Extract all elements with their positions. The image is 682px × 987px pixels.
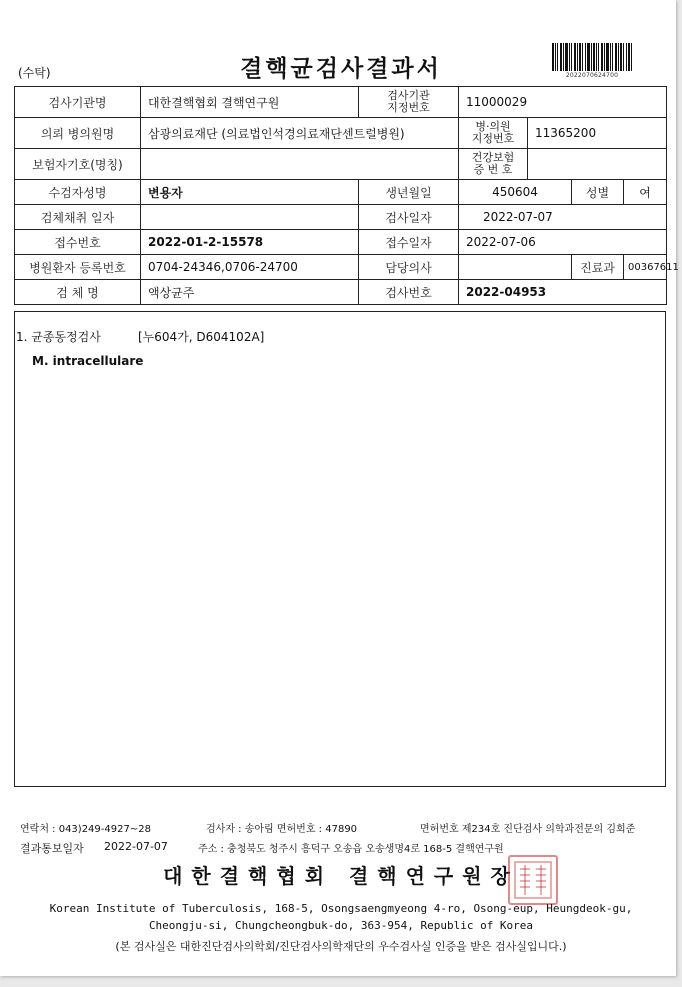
results-box <box>14 311 666 787</box>
english-address-line1: Korean Institute of Tuberculosis, 168-5, Osongsaengmyeong 4-ro, Osong-eup, Heungdeok-gu, <box>49 902 633 915</box>
lab-name-value: 대한결핵협회 결핵연구원 <box>141 87 359 118</box>
test-date-label: 검사일자 <box>359 205 459 230</box>
hospital-value: 삼광의료재단 (의료법인석경의료재단센트럴병원) <box>141 118 459 149</box>
test-date-value: 2022-07-07 <box>459 205 667 230</box>
table-row <box>15 149 667 180</box>
receipt-no-value: 2022-01-2-15578 <box>141 230 359 255</box>
health-no-label <box>459 149 528 180</box>
receipt-no-label: 접수번호 <box>15 230 141 255</box>
patient-name-label: 수검자성명 <box>15 180 141 205</box>
birth-value: 450604 <box>459 180 572 205</box>
table-row <box>15 205 667 230</box>
test-no-value: 2022-04953 <box>459 280 667 305</box>
health-no-value <box>528 149 667 180</box>
lab-id-label <box>359 87 459 118</box>
doctor-value <box>459 255 572 280</box>
barcode <box>552 43 632 71</box>
specimen-value: 액상균주 <box>141 280 359 305</box>
receipt-date-label: 접수일자 <box>359 230 459 255</box>
footer-date: 2022-07-07 <box>104 840 168 853</box>
consignment-label: (수탁) <box>18 66 51 80</box>
sex-label: 성별 <box>572 180 624 205</box>
footer-license: 면허번호 제234호 진단검사 의학과전문의 김희준 <box>420 824 636 835</box>
insured-label: 보험자기호(명칭) <box>15 149 141 180</box>
hospital-id-label-text: 병·의원 지정번호 <box>471 120 515 145</box>
patient-name-value: 변용자 <box>141 180 359 205</box>
test-no-label: 검사번호 <box>359 280 459 305</box>
sex-value: 여 <box>624 180 667 205</box>
hospital-label: 의뢰 병의원명 <box>15 118 141 149</box>
official-seal-icon <box>508 855 558 905</box>
barcode-number: 2022070624700 <box>565 72 619 79</box>
result-organism: M. intracellulare <box>32 354 144 368</box>
health-no-label-text: 건강보험 증 번 호 <box>471 151 515 176</box>
institute-signature: 대한결핵협회 결핵연구원장 <box>163 864 519 888</box>
dept-label: 진료과 <box>572 255 624 280</box>
collect-date-label: 검체채취 일자 <box>15 205 141 230</box>
patient-info-table <box>14 86 679 305</box>
table-row <box>15 87 667 118</box>
receipt-date-value: 2022-07-06 <box>459 230 667 255</box>
collect-date-value <box>141 205 359 230</box>
doctor-label: 담당의사 <box>359 255 459 280</box>
document-title: 결핵균검사결과서 <box>240 56 442 82</box>
footer-date-label: 결과통보일자 <box>20 842 84 855</box>
english-address-line2: Cheongju-si, Chungcheongbuk-do, 363-954, Republic of Korea <box>148 919 534 932</box>
hospital-id-label <box>459 118 528 149</box>
lab-id-value: 11000029 <box>459 87 667 118</box>
birth-label: 생년월일 <box>359 180 459 205</box>
hospital-id-value: 11365200 <box>528 118 667 149</box>
lab-name-label: 검사기관명 <box>15 87 141 118</box>
table-row <box>15 280 667 305</box>
certification-note: (본 검사실은 대한진단검사의학회/진단검사의학재단의 우수검사실 인증을 받은 검사실입니다.) <box>115 940 567 953</box>
result-test-code: [누604가, D604102A] <box>138 330 265 344</box>
dept-value: 00367611 <box>624 255 667 280</box>
insured-value <box>141 149 459 180</box>
footer-contact: 연락처 : 043)249-4927~28 <box>20 824 151 835</box>
footer-address: 주소 : 충청북도 청주시 흥덕구 오송읍 오송생명4로 168-5 결핵연구원 <box>198 844 504 855</box>
lab-id-label-text: 검사기관 지정번호 <box>387 89 430 114</box>
table-row <box>15 180 667 205</box>
reg-no-value: 0704-24346,0706-24700 <box>141 255 359 280</box>
reg-no-label: 병원환자 등록번호 <box>15 255 141 280</box>
table-row <box>15 230 667 255</box>
table-row <box>15 255 667 280</box>
specimen-label: 검 체 명 <box>15 280 141 305</box>
table-row <box>15 118 667 149</box>
result-test-name: 1. 균종동정검사 <box>16 330 101 344</box>
footer-tester: 검사자 : 송아림 면허번호 : 47890 <box>206 824 358 835</box>
